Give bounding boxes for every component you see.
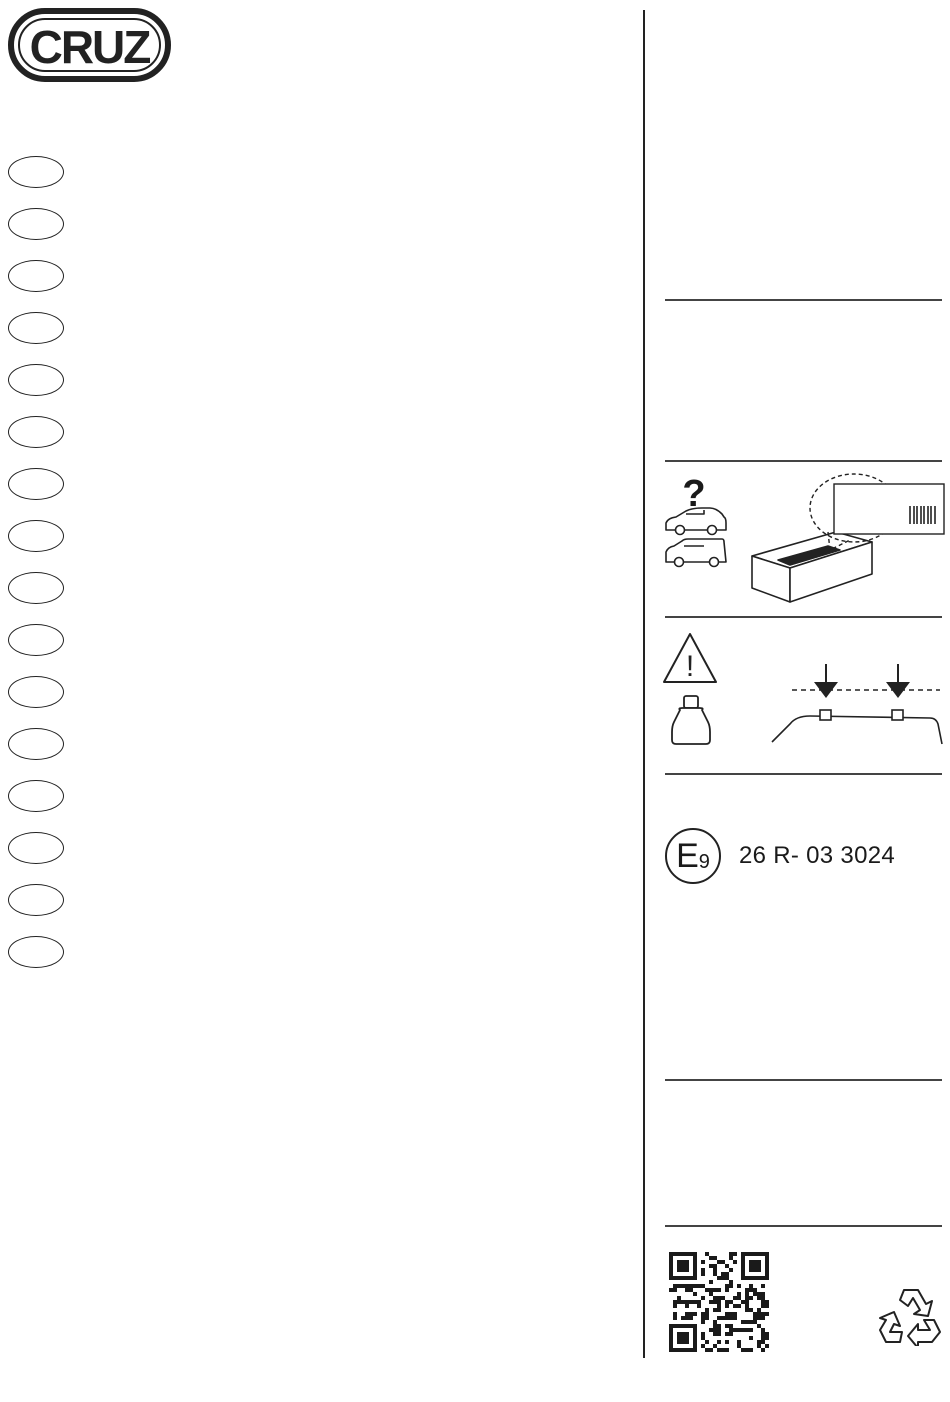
qr-module bbox=[689, 1312, 693, 1316]
qr-module bbox=[753, 1320, 757, 1324]
qr-module bbox=[677, 1284, 681, 1288]
qr-module bbox=[681, 1284, 685, 1288]
vehicle-check-panel bbox=[660, 470, 945, 610]
qr-module bbox=[725, 1272, 729, 1276]
qr-module bbox=[733, 1312, 737, 1316]
qr-module bbox=[725, 1276, 729, 1280]
qr-module bbox=[761, 1332, 765, 1336]
qr-module bbox=[753, 1288, 757, 1292]
qr-module bbox=[757, 1292, 761, 1296]
qr-module bbox=[677, 1260, 689, 1272]
qr-module bbox=[709, 1280, 713, 1284]
e-mark-number: 9 bbox=[698, 850, 710, 873]
qr-module bbox=[697, 1304, 701, 1308]
qr-module bbox=[753, 1316, 757, 1320]
qr-module bbox=[761, 1296, 765, 1300]
qr-module bbox=[677, 1332, 689, 1344]
qr-module bbox=[717, 1316, 721, 1320]
qr-module bbox=[757, 1324, 761, 1328]
qr-module bbox=[729, 1312, 733, 1316]
qr-module bbox=[757, 1340, 761, 1344]
qr-module bbox=[709, 1328, 713, 1332]
qr-module bbox=[741, 1300, 745, 1304]
qr-module bbox=[745, 1292, 749, 1296]
qr-module bbox=[705, 1348, 709, 1352]
qr-module bbox=[729, 1256, 733, 1260]
qr-module bbox=[737, 1340, 741, 1344]
qr-module bbox=[713, 1324, 717, 1328]
qr-module bbox=[681, 1300, 685, 1304]
logo-text: CRUZ bbox=[29, 21, 150, 73]
qr-module bbox=[725, 1340, 729, 1344]
qr-module bbox=[717, 1308, 721, 1312]
qr-module bbox=[725, 1332, 729, 1336]
qr-module bbox=[701, 1260, 705, 1264]
warning-icon bbox=[664, 634, 716, 683]
qr-module bbox=[697, 1300, 701, 1304]
qr-module bbox=[713, 1328, 717, 1332]
section-divider bbox=[665, 1079, 942, 1081]
qr-module bbox=[745, 1300, 749, 1304]
qr-module bbox=[697, 1284, 701, 1288]
qr-module bbox=[685, 1284, 689, 1288]
qr-module bbox=[673, 1288, 677, 1292]
qr-module bbox=[757, 1344, 761, 1348]
e-mark-letter: E bbox=[676, 837, 699, 875]
language-oval[interactable] bbox=[8, 884, 64, 916]
qr-module bbox=[745, 1296, 749, 1300]
qr-module bbox=[761, 1348, 765, 1352]
qr-module bbox=[717, 1348, 721, 1352]
qr-module bbox=[713, 1264, 717, 1268]
qr-module bbox=[761, 1312, 765, 1316]
qr-module bbox=[733, 1304, 737, 1308]
qr-module bbox=[685, 1288, 689, 1292]
qr-module bbox=[749, 1260, 761, 1272]
qr-module bbox=[737, 1304, 741, 1308]
qr-module bbox=[701, 1336, 705, 1340]
qr-module bbox=[685, 1304, 689, 1308]
qr-module bbox=[713, 1296, 717, 1300]
qr-module bbox=[677, 1300, 681, 1304]
qr-module bbox=[757, 1316, 761, 1320]
qr-module bbox=[733, 1316, 737, 1320]
qr-module bbox=[737, 1344, 741, 1348]
qr-module bbox=[701, 1272, 705, 1276]
van-icon bbox=[666, 539, 726, 567]
qr-module bbox=[693, 1292, 697, 1296]
qr-module bbox=[745, 1328, 749, 1332]
qr-module bbox=[761, 1304, 765, 1308]
language-oval[interactable] bbox=[8, 312, 64, 344]
qr-module bbox=[733, 1252, 737, 1256]
qr-module bbox=[741, 1320, 745, 1324]
qr-module bbox=[749, 1284, 753, 1288]
recycle-icon bbox=[878, 1284, 944, 1346]
qr-module bbox=[729, 1316, 733, 1320]
qr-module bbox=[701, 1320, 705, 1324]
box-icon bbox=[752, 532, 872, 602]
language-oval[interactable] bbox=[8, 936, 64, 968]
qr-module bbox=[737, 1284, 741, 1288]
qr-module bbox=[701, 1344, 705, 1348]
qr-module bbox=[733, 1296, 737, 1300]
qr-module bbox=[717, 1340, 721, 1344]
load-warning-panel bbox=[660, 628, 945, 768]
qr-module bbox=[745, 1304, 749, 1308]
qr-module bbox=[713, 1332, 717, 1336]
qr-module bbox=[733, 1328, 737, 1332]
qr-module bbox=[729, 1328, 733, 1332]
qr-module bbox=[749, 1308, 753, 1312]
qr-module bbox=[749, 1348, 753, 1352]
qr-module bbox=[713, 1256, 717, 1260]
qr-module bbox=[737, 1292, 741, 1296]
qr-module bbox=[717, 1300, 721, 1304]
language-oval[interactable] bbox=[8, 832, 64, 864]
section-divider bbox=[665, 1225, 942, 1227]
qr-module bbox=[673, 1316, 677, 1320]
qr-module bbox=[693, 1284, 697, 1288]
qr-module bbox=[721, 1276, 725, 1280]
qr-module bbox=[717, 1324, 721, 1328]
qr-module bbox=[729, 1268, 733, 1272]
qr-module bbox=[705, 1316, 709, 1320]
qr-module bbox=[701, 1284, 705, 1288]
qr-module bbox=[713, 1268, 717, 1272]
qr-module bbox=[729, 1332, 733, 1336]
qr-module bbox=[765, 1332, 769, 1336]
qr-module bbox=[749, 1328, 753, 1332]
qr-module bbox=[749, 1336, 753, 1340]
qr-module bbox=[701, 1316, 705, 1320]
section-divider bbox=[665, 299, 942, 301]
qr-module bbox=[705, 1312, 709, 1316]
qr-module bbox=[685, 1316, 689, 1320]
section-divider bbox=[665, 773, 942, 775]
qr-module bbox=[721, 1296, 725, 1300]
qr-module bbox=[757, 1308, 761, 1312]
qr-module bbox=[765, 1304, 769, 1308]
qr-module bbox=[709, 1288, 713, 1292]
qr-module bbox=[717, 1288, 721, 1292]
qr-module bbox=[733, 1260, 737, 1264]
language-oval[interactable] bbox=[8, 416, 64, 448]
qr-module bbox=[717, 1332, 721, 1336]
qr-module bbox=[725, 1264, 729, 1268]
language-oval[interactable] bbox=[8, 572, 64, 604]
qr-module bbox=[729, 1324, 733, 1328]
qr-module bbox=[705, 1340, 709, 1344]
qr-module bbox=[765, 1300, 769, 1304]
qr-module bbox=[729, 1300, 733, 1304]
qr-module bbox=[701, 1312, 705, 1316]
language-oval[interactable] bbox=[8, 676, 64, 708]
qr-module bbox=[745, 1320, 749, 1324]
qr-module bbox=[761, 1316, 765, 1320]
qr-module bbox=[713, 1288, 717, 1292]
qr-module bbox=[689, 1288, 693, 1292]
qr-module bbox=[685, 1300, 689, 1304]
qr-module bbox=[725, 1324, 729, 1328]
approval-code: 26 R- 03 3024 bbox=[739, 842, 896, 869]
qr-module bbox=[741, 1328, 745, 1332]
qr-module bbox=[673, 1300, 677, 1304]
language-oval[interactable] bbox=[8, 156, 64, 188]
qr-module bbox=[721, 1348, 725, 1352]
qr-module bbox=[721, 1316, 725, 1320]
qr-module bbox=[709, 1300, 713, 1304]
qr-module bbox=[725, 1312, 729, 1316]
qr-module bbox=[761, 1340, 765, 1344]
language-oval[interactable] bbox=[8, 260, 64, 292]
qr-module bbox=[717, 1328, 721, 1332]
language-oval[interactable] bbox=[8, 780, 64, 812]
qr-module bbox=[693, 1312, 697, 1316]
qr-module bbox=[729, 1284, 733, 1288]
qr-module bbox=[709, 1348, 713, 1352]
qr-module bbox=[673, 1304, 677, 1308]
qr-module bbox=[725, 1284, 729, 1288]
qr-module bbox=[725, 1348, 729, 1352]
qr-module bbox=[757, 1296, 761, 1300]
qr-module bbox=[677, 1296, 681, 1300]
qr-module bbox=[685, 1312, 689, 1316]
qr-module bbox=[681, 1316, 685, 1320]
qr-module bbox=[701, 1296, 705, 1300]
qr-module bbox=[745, 1308, 749, 1312]
qr-code-icon[interactable] bbox=[668, 1250, 770, 1354]
qr-module bbox=[765, 1344, 769, 1348]
qr-module bbox=[673, 1284, 677, 1288]
qr-module bbox=[713, 1308, 717, 1312]
question-icon: ? bbox=[682, 473, 706, 515]
qr-module bbox=[729, 1280, 733, 1284]
qr-module bbox=[689, 1284, 693, 1288]
qr-module bbox=[705, 1288, 709, 1292]
qr-module bbox=[753, 1312, 757, 1316]
qr-module bbox=[765, 1336, 769, 1340]
language-oval[interactable] bbox=[8, 520, 64, 552]
qr-module bbox=[749, 1320, 753, 1324]
qr-module bbox=[713, 1320, 717, 1324]
qr-module bbox=[689, 1316, 693, 1320]
qr-module bbox=[725, 1288, 729, 1292]
qr-module bbox=[721, 1272, 725, 1276]
cruz-logo bbox=[8, 8, 171, 82]
qr-module bbox=[761, 1328, 765, 1332]
qr-module bbox=[765, 1312, 769, 1316]
qr-module bbox=[717, 1276, 721, 1280]
qr-module bbox=[725, 1316, 729, 1320]
language-oval[interactable] bbox=[8, 624, 64, 656]
qr-module bbox=[701, 1332, 705, 1336]
qr-module bbox=[761, 1284, 765, 1288]
qr-module bbox=[709, 1256, 713, 1260]
qr-module bbox=[705, 1308, 709, 1312]
column-divider bbox=[643, 10, 645, 1358]
qr-module bbox=[717, 1296, 721, 1300]
qr-module bbox=[749, 1288, 753, 1292]
qr-module bbox=[709, 1292, 713, 1296]
svg-text:!: ! bbox=[685, 650, 695, 683]
qr-module bbox=[753, 1292, 757, 1296]
approval-mark bbox=[665, 826, 945, 886]
language-oval[interactable] bbox=[8, 208, 64, 240]
qr-module bbox=[693, 1300, 697, 1304]
qr-module bbox=[673, 1312, 677, 1316]
qr-module bbox=[669, 1288, 673, 1292]
qr-module bbox=[761, 1336, 765, 1340]
qr-module bbox=[713, 1272, 717, 1276]
language-oval[interactable] bbox=[8, 364, 64, 396]
qr-module bbox=[725, 1300, 729, 1304]
qr-module bbox=[717, 1260, 721, 1264]
qr-module bbox=[761, 1292, 765, 1296]
qr-module bbox=[717, 1304, 721, 1308]
qr-module bbox=[729, 1252, 733, 1256]
language-oval[interactable] bbox=[8, 468, 64, 500]
roof-load-diagram bbox=[772, 664, 942, 744]
qr-module bbox=[757, 1312, 761, 1316]
qr-module bbox=[705, 1252, 709, 1256]
section-divider bbox=[665, 616, 942, 618]
qr-module bbox=[713, 1300, 717, 1304]
qr-module bbox=[713, 1344, 717, 1348]
qr-module bbox=[737, 1328, 741, 1332]
qr-module bbox=[709, 1264, 713, 1268]
qr-module bbox=[689, 1300, 693, 1304]
qr-module bbox=[749, 1296, 753, 1300]
qr-module bbox=[741, 1348, 745, 1352]
language-oval[interactable] bbox=[8, 728, 64, 760]
qr-module bbox=[745, 1288, 749, 1292]
qr-module bbox=[737, 1296, 741, 1300]
qr-module bbox=[745, 1348, 749, 1352]
qr-module bbox=[721, 1260, 725, 1264]
weight-icon bbox=[672, 696, 710, 744]
qr-module bbox=[701, 1268, 705, 1272]
qr-module bbox=[725, 1304, 729, 1308]
qr-module bbox=[761, 1300, 765, 1304]
section-divider bbox=[665, 460, 942, 462]
e-mark-circle bbox=[665, 828, 721, 884]
